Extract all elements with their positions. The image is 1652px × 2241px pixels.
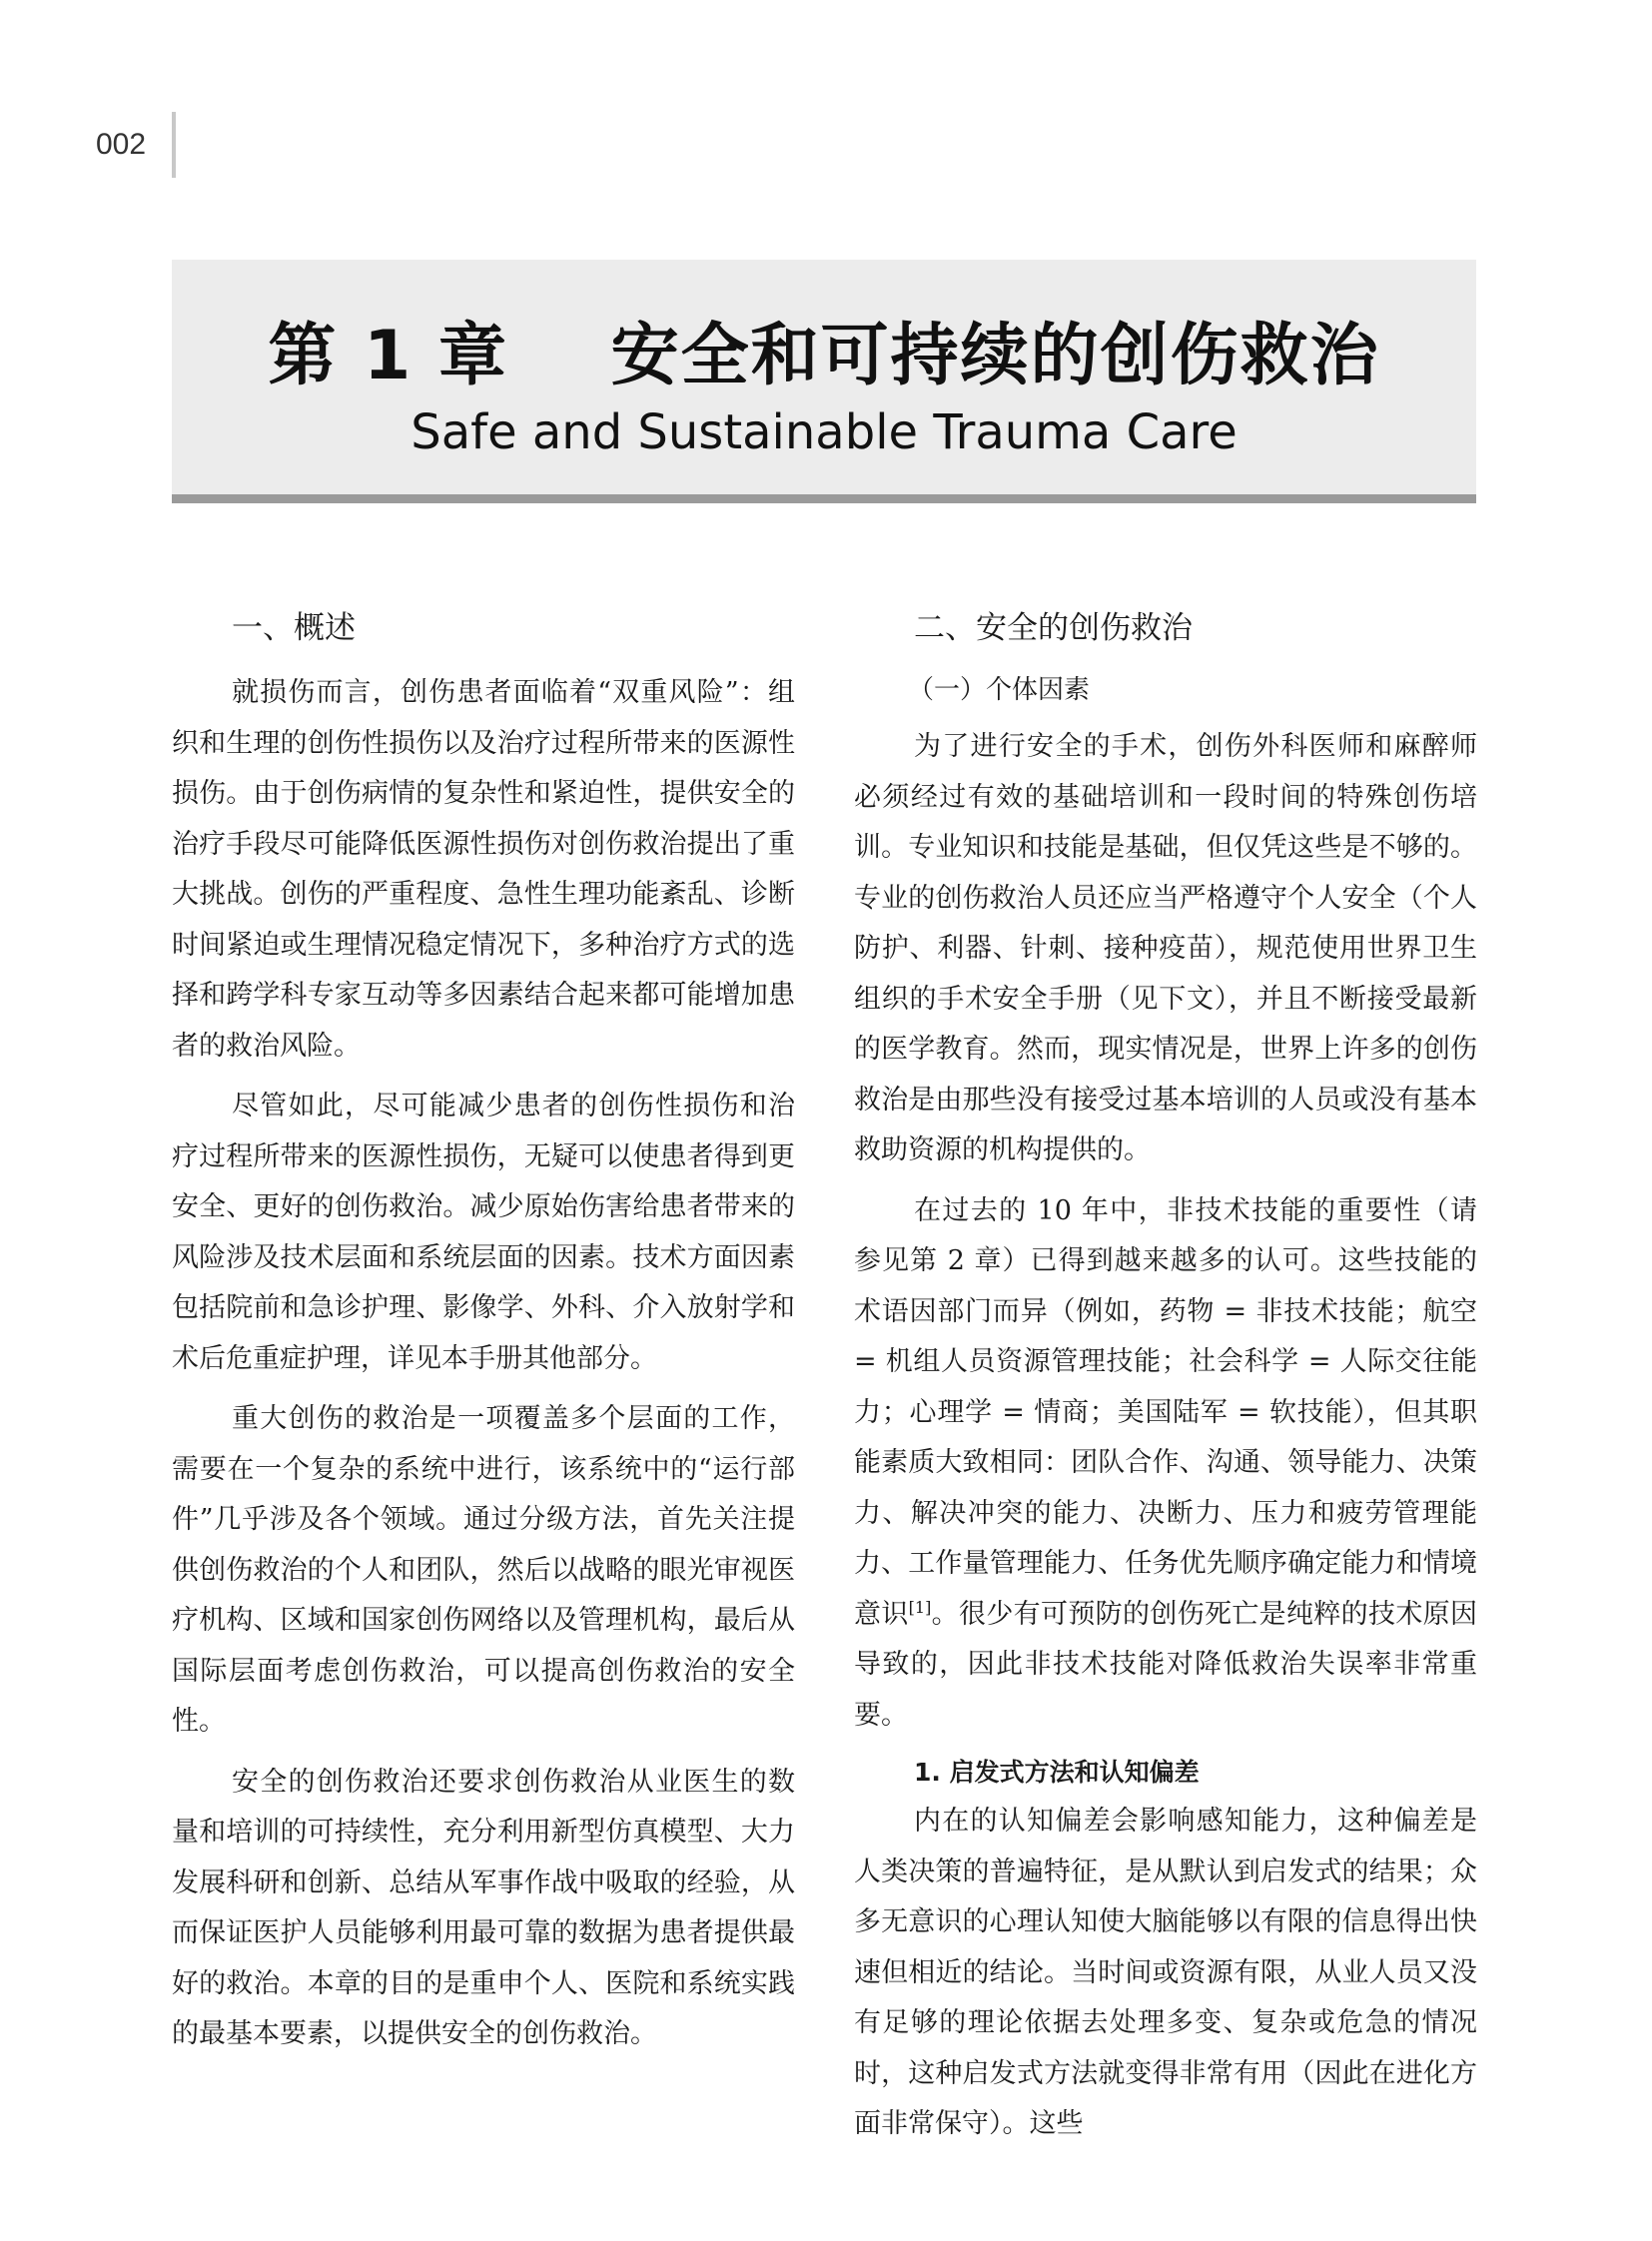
item-heading-heuristics: 1. 启发式方法和认知偏差	[914, 1758, 1200, 1787]
paragraph-text: 。很少有可预防的创伤死亡是纯粹的技术原因导致的，因此非技术技能对降低救治失误率非常重要。	[854, 1598, 1478, 1731]
chapter-header	[172, 260, 1476, 503]
left-column	[172, 604, 795, 2070]
paragraph: 重大创伤的救治是一项覆盖多个层面的工作，需要在一个复杂的系统中进行，该系统中的“运行部件”几乎涉及各个领域。通过分级方法，首先关注提供创伤救治的个人和团队，然后以战略的眼光审视医疗机构、区域和国家创伤网络以及管理机构，最后从国际层面考虑创伤救治，可以提高创伤救治的安全性。	[172, 1403, 795, 1737]
chapter-subtitle: Safe and Sustainable Trauma Care	[411, 404, 1238, 460]
paragraph-text: 在过去的 10 年中，非技术技能的重要性（请参见第 2 章）已得到越来越多的认可。这些技能的术语因部门而异（例如，药物 = 非技术技能；航空 = 机组人员资源管理技能；社会科学 = 人际交往能力；心理学 = 情商；美国陆军 = 软技能），但其职能素质大致相同：团队合作、沟通、领导能力、决策力、解决冲突的能力、决断力、压力和疲劳管理能力、工作量管理能力、任务优先顺序确定能力和情境意识	[854, 1194, 1477, 1630]
citation-reference[interactable]: [1]	[908, 1597, 932, 1617]
chapter-title: 第 1 章 安全和可持续的创伤救治	[268, 317, 1380, 395]
right-column	[854, 604, 1477, 2160]
paragraph: 就损伤而言，创伤患者面临着“双重风险”：组织和生理的创伤性损伤以及治疗过程所带来的医源性损伤。由于创伤病情的复杂性和紧迫性，提供安全的治疗手段尽可能降低医源性损伤对创伤救治提出了重大挑战。创伤的严重程度、急性生理功能紊乱、诊断时间紧迫或生理情况稳定情况下，多种治疗方式的选择和跨学科专家互动等多因素结合起来都可能增加患者的救治风险。	[172, 677, 795, 1062]
paragraph: 安全的创伤救治还要求创伤救治从业医生的数量和培训的可持续性，充分利用新型仿真模型、大力发展科研和创新、总结从军事作战中吸取的经验，从而保证医护人员能够利用最可靠的数据为患者提供最好的救治。本章的目的是重申个人、医院和系统实践的最基本要素，以提供安全的创伤救治。	[172, 1766, 795, 2049]
section-heading-overview: 一、概述	[232, 610, 356, 646]
subsection-heading-individual-factors: （一）个体因素	[908, 675, 1091, 705]
page-number-divider	[172, 112, 176, 178]
paragraph: 内在的认知偏差会影响感知能力，这种偏差是人类决策的普遍特征，是从默认到启发式的结果；众多无意识的心理认知使大脑能够以有限的信息得出快速但相近的结论。当时间或资源有限，从业人员又没有足够的理论依据去处理多变、复杂或危急的情况时，这种启发式方法就变得非常有用（因此在进化方面非常保守）。这些	[854, 1806, 1477, 2139]
paragraph: 为了进行安全的手术，创伤外科医师和麻醉师必须经过有效的基础培训和一段时间的特殊创伤培训。专业知识和技能是基础，但仅凭这些是不够的。专业的创伤救治人员还应当严格遵守个人安全（个人防护、利器、针刺、接种疫苗），规范使用世界卫生组织的手术安全手册（见下文），并且不断接受最新的医学教育。然而，现实情况是，世界上许多的创伤救治是由那些没有接受过基本培训的人员或没有基本救助资源的机构提供的。	[854, 731, 1477, 1165]
section-heading-safe-trauma-care: 二、安全的创伤救治	[914, 610, 1193, 646]
page-number: 002	[96, 128, 147, 161]
paragraph-non-technical-skills	[854, 1186, 1477, 1742]
paragraph: 尽管如此，尽可能减少患者的创伤性损伤和治疗过程所带来的医源性损伤，无疑可以使患者得到更安全、更好的创伤救治。减少原始伤害给患者带来的风险涉及技术层面和系统层面的因素。技术方面因素包括院前和急诊护理、影像学、外科、介入放射学和术后危重症护理，详见本手册其他部分。	[172, 1091, 795, 1374]
